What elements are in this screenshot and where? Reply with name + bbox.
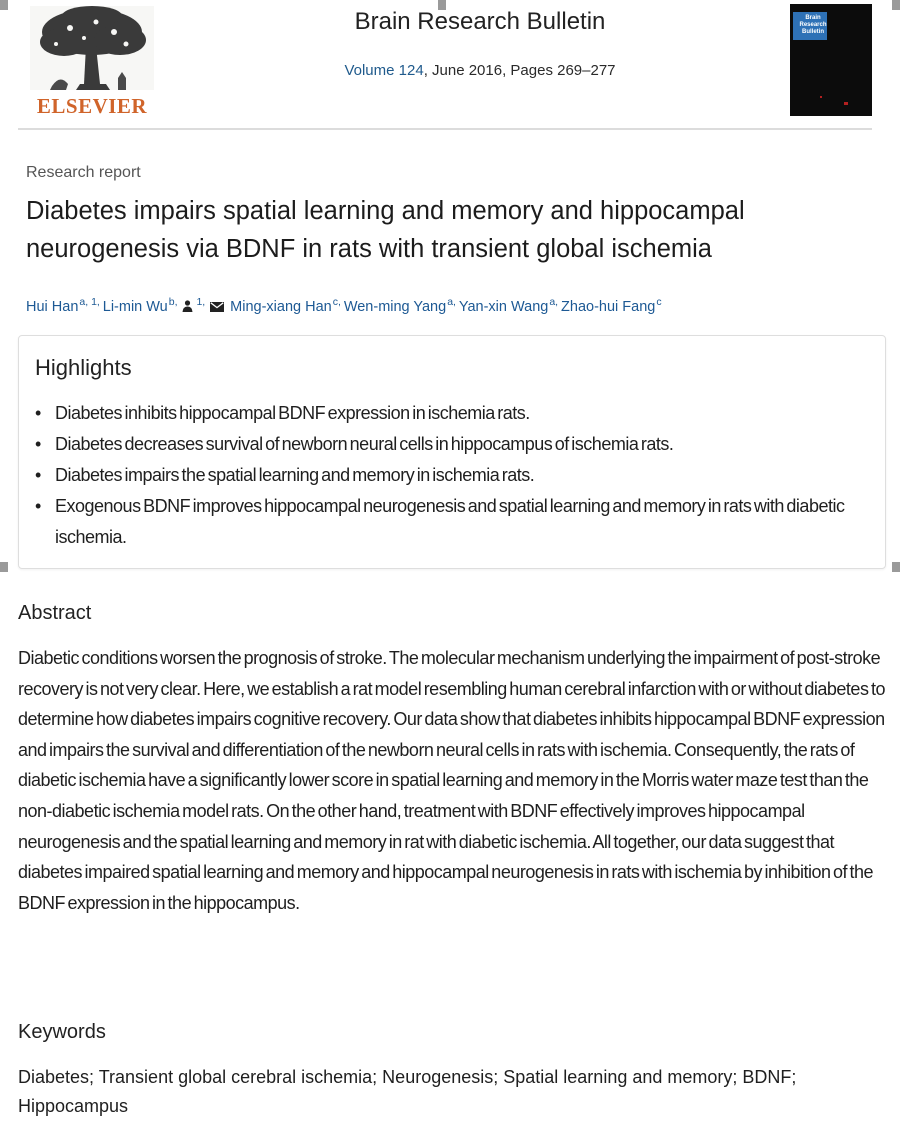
author-affiliation[interactable]: c [656, 296, 662, 308]
author-name[interactable]: Li-min Wu [102, 299, 168, 315]
highlight-item [33, 398, 863, 429]
person-icon[interactable] [182, 300, 193, 312]
highlight-item [33, 429, 863, 460]
bullet-icon: • [35, 434, 41, 454]
highlights-heading: Highlights [35, 355, 132, 380]
scan-edge-mark [0, 562, 8, 572]
author-name[interactable]: Wen-ming Yang [343, 299, 447, 315]
publisher-name: ELSEVIER [36, 94, 148, 118]
abstract-text: Diabetic conditions worsen the prognosis of stroke. The molecular mechanism underlying the impairment of post-stroke recovery is not very clear. Here, we establish a rat model resembling human cerebral infarction with or without diabetes to determine how diabetes impairs cognitive recovery. Our data show that diabetes inhibits hippocampal BDNF expression and impairs the survival and differentiation of the newborn neural cells in rats with ischemia. Consequently, the rats of diabetic ischemia have a significantly lower score in spatial learning and memory in the Morris water maze test than the non-diabetic ischemia model rats. On the other hand, treatment with BDNF effectively improves hippocampal neurogenesis and the spatial learning and memory in rat with diabetic ischemia. All together, our data suggest that diabetes impaired spatial learning and memory and hippocampal neurogenesis in rats with ischemia by inhibition of the BDNF expression in the hippocampus. [18, 648, 885, 913]
author-name[interactable]: Zhao-hui Fang [561, 299, 656, 315]
issue-line [180, 62, 780, 79]
keywords-text: Diabetes; Transient global cerebral ischemia; Neurogenesis; Spatial learning and memory; BDNF; Hippocampus [18, 1067, 797, 1116]
highlight-text: Diabetes decreases survival of newborn neural cells in hippocampus of ischemia rats. [55, 434, 674, 454]
author-affiliation[interactable]: a, [447, 296, 459, 308]
issue-details: , June 2016, Pages 269–277 [423, 62, 616, 79]
author-name[interactable]: Ming-xiang Han [230, 299, 332, 315]
author-affiliation[interactable]: b, [168, 296, 181, 308]
header-divider [18, 128, 872, 130]
scan-edge-mark [892, 562, 900, 572]
author-name[interactable]: Hui Han [26, 299, 79, 315]
journal-cover-image[interactable] [790, 4, 872, 116]
highlights-list [33, 398, 863, 553]
article-type: Research report [26, 164, 141, 181]
highlight-text: Exogenous BDNF improves hippocampal neurogenesis and spatial learning and memory in rats with diabetic ischemia. [55, 496, 845, 547]
author-affiliation[interactable]: a, [549, 296, 562, 308]
author-name[interactable]: Yan-xin Wang [458, 299, 549, 315]
bullet-icon: • [35, 465, 41, 485]
author-affiliation[interactable]: c, [332, 296, 344, 308]
highlight-item [33, 491, 863, 553]
scan-edge-mark [0, 0, 8, 10]
highlight-text: Diabetes impairs the spatial learning and memory in ischemia rats. [55, 465, 535, 485]
article-title: Diabetes impairs spatial learning and memory and hippocampal neurogenesis via BDNF in rats with transient global ischemia [26, 197, 745, 263]
abstract-heading: Abstract [18, 602, 92, 624]
highlight-item [33, 460, 863, 491]
bullet-icon: • [35, 403, 41, 423]
author-affiliation[interactable]: a, 1, [79, 296, 103, 308]
journal-title[interactable]: Brain Research Bulletin [354, 8, 606, 35]
keywords-heading: Keywords [18, 1021, 106, 1043]
elsevier-logo[interactable] [26, 2, 158, 120]
author-affiliation[interactable]: 1, [196, 296, 209, 308]
highlights-panel [18, 335, 886, 569]
cover-spot [820, 96, 822, 98]
bullet-icon: • [35, 496, 41, 516]
author-list [26, 296, 662, 315]
cover-title: Brain Research Bulletin [799, 15, 827, 35]
scan-edge-mark [892, 0, 900, 10]
cover-spot [844, 102, 848, 105]
volume-link[interactable]: Volume 124 [344, 62, 424, 79]
envelope-icon[interactable] [210, 302, 224, 312]
journal-header [180, 8, 780, 79]
elsevier-tree-icon [26, 2, 158, 94]
highlight-text: Diabetes inhibits hippocampal BDNF expression in ischemia rats. [55, 403, 530, 423]
